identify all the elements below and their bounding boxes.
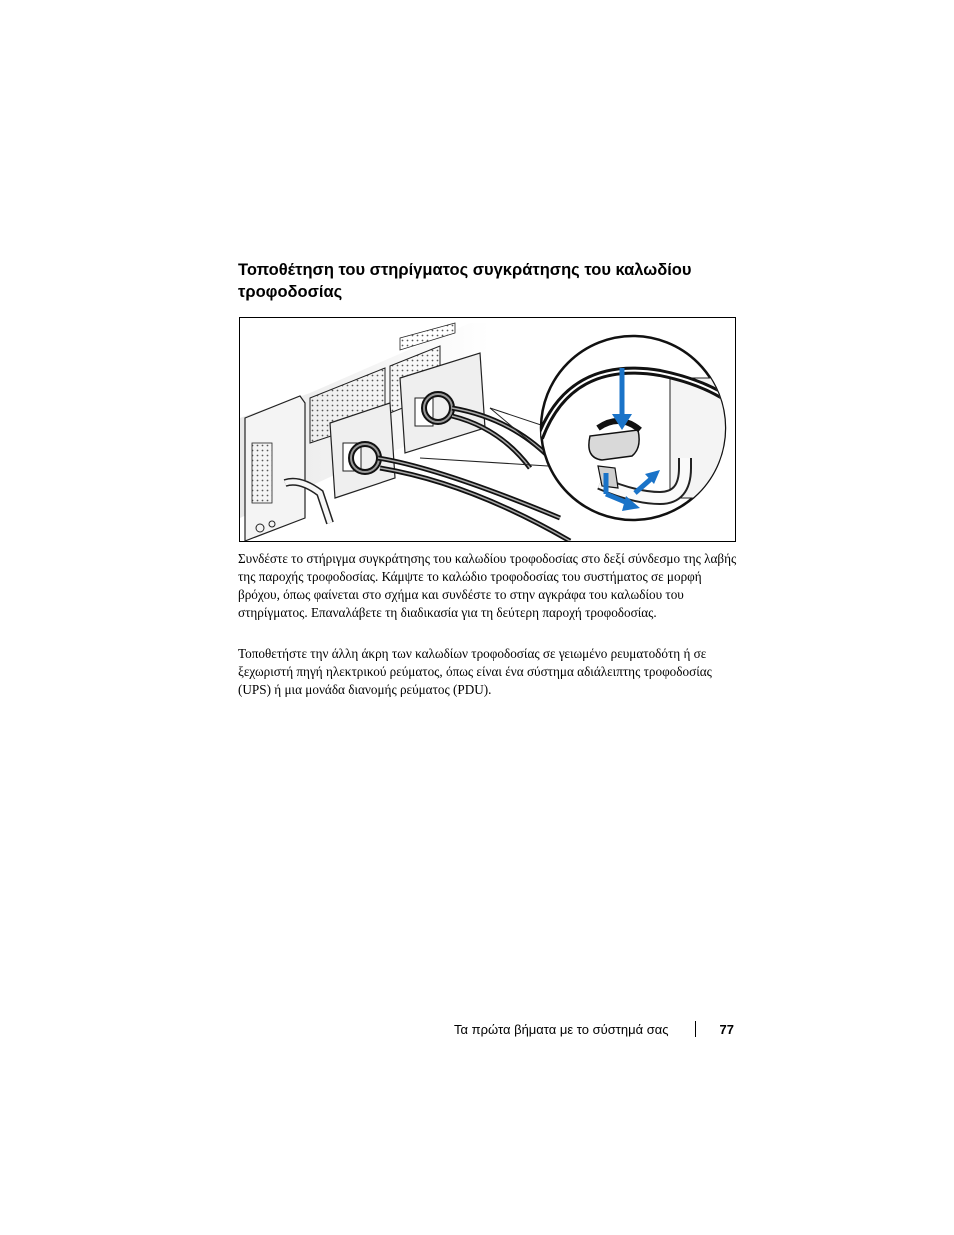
footer-separator [695,1021,696,1037]
power-cable-bracket-figure [239,317,736,542]
server-rear-illustration [240,318,735,541]
page-footer [454,1019,734,1039]
page-number: 77 [719,1021,734,1037]
instruction-paragraph-2: Τοποθετήστε την άλλη άκρη των καλωδίων τροφοδοσίας σε γειωμένο ρευματοδότη ή σε ξεχωριστή πηγή ηλεκτρικού ρεύματος, όπως είναι ένα σύστημα αδιάλειπτης τροφοδοσίας (UPS) ή μια μονάδα διανομής ρεύματος (PDU). [238,646,712,697]
instruction-paragraph-1: Συνδέστε το στήριγμα συγκράτησης του καλωδίου τροφοδοσίας στο δεξί σύνδεσμο της λαβής της παροχής τροφοδοσίας. Κάμψτε το καλώδιο τροφοδοσίας του συστήματος σε μορφή βρόχου, όπως φαίνεται στο σχήμα και συνδέστε το στην αγκράφα του καλωδίου του στηρίγματος. Επαναλάβετε τη διαδικασία για τη δεύτερη παροχή τροφοδοσίας. [238,551,737,620]
section-heading: Τοποθέτηση του στηρίγματος συγκράτησης του καλωδίου τροφοδοσίας [238,261,692,301]
footer-chapter-title: Τα πρώτα βήματα με το σύστημά σας [454,1021,669,1037]
